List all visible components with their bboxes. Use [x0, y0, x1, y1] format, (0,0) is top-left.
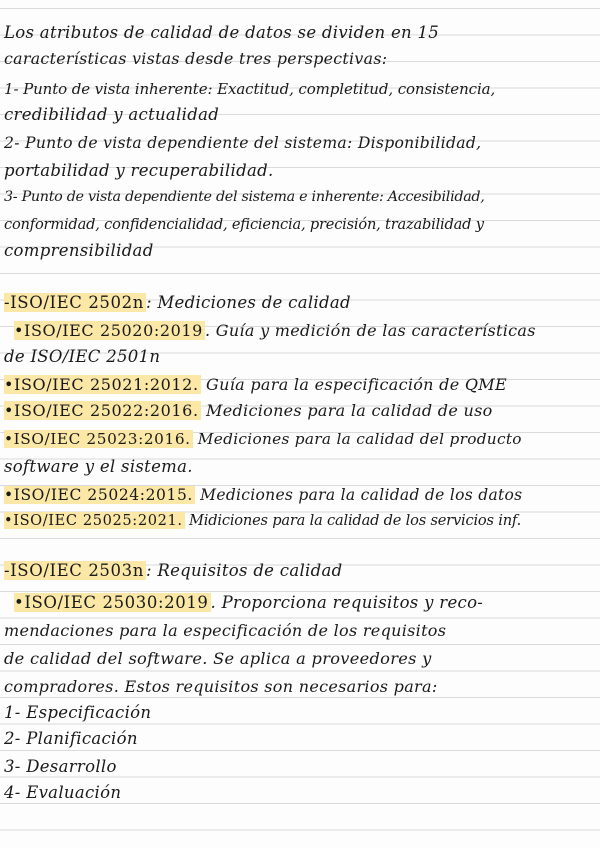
- note-line: [4, 510, 596, 534]
- line-text: Mediciones para la calidad del producto: [192, 430, 522, 448]
- note-line: [4, 22, 596, 46]
- line-text: de ISO/IEC 2501n: [4, 347, 161, 366]
- line-text: 1- Especificación: [4, 703, 152, 722]
- list-item: [4, 702, 596, 726]
- line-text: mendaciones para la especificación de los requisitos: [4, 621, 447, 640]
- note-line: [4, 240, 596, 264]
- line-text: Guía para la especificación de QME: [200, 375, 507, 394]
- note-line: [4, 104, 596, 128]
- highlighted-text: •ISO/IEC 25021:2012.: [4, 375, 199, 394]
- line-text: de calidad del software. Se aplica a proveedores y: [4, 649, 432, 668]
- highlighted-text: •ISO/IEC 25022:2016.: [4, 401, 199, 420]
- line-text: 2- Planificación: [4, 729, 138, 748]
- note-line: [4, 160, 596, 184]
- note-line: [4, 456, 596, 480]
- line-text: : Requisitos de calidad: [145, 561, 343, 580]
- highlighted-text: •ISO/IEC 25020:2019: [14, 321, 203, 340]
- line-text: comprensibilidad: [4, 241, 154, 260]
- line-text: Los atributos de calidad de datos se dividen en 15: [4, 23, 440, 42]
- highlighted-text: •ISO/IEC 25030:2019: [14, 593, 209, 612]
- line-text: software y el sistema.: [4, 457, 193, 476]
- line-text: 3- Punto de vista dependiente del sistema e inherente: Accesibilidad,: [4, 189, 485, 205]
- highlighted-text: •ISO/IEC 25023:2016.: [4, 430, 191, 448]
- list-item: [4, 756, 596, 780]
- note-line: [14, 320, 596, 344]
- line-text: 3- Desarrollo: [4, 757, 117, 776]
- note-line: [4, 648, 596, 672]
- list-item: [4, 782, 596, 806]
- line-text: Mediciones para la calidad de los datos: [194, 486, 523, 504]
- list-item: [4, 728, 596, 752]
- section-heading: [4, 292, 596, 316]
- line-text: portabilidad y recuperabilidad.: [4, 161, 274, 180]
- note-line: [4, 676, 596, 700]
- note-line: [4, 78, 596, 102]
- line-text: Midiciones para la calidad de los servicios inf.: [184, 512, 522, 529]
- note-line: [4, 428, 596, 452]
- note-line: [4, 374, 596, 398]
- line-text: conformidad, confidencialidad, eficiencia, precisión, trazabilidad y: [4, 216, 484, 233]
- section-heading: [4, 560, 596, 584]
- line-text: 1- Punto de vista inherente: Exactitud, completitud, consistencia,: [4, 80, 496, 98]
- line-text: . Guía y medición de las características: [204, 321, 536, 340]
- line-text: : Mediciones de calidad: [145, 293, 351, 312]
- note-line: [4, 484, 596, 508]
- note-line: [4, 620, 596, 644]
- line-text: credibilidad y actualidad: [4, 105, 220, 124]
- highlighted-text: •ISO/IEC 25025:2021.: [4, 512, 183, 529]
- highlighted-text: •ISO/IEC 25024:2015.: [4, 486, 193, 504]
- note-line: [4, 186, 596, 210]
- line-text: 2- Punto de vista dependiente del sistema: Disponibilidad,: [4, 134, 482, 152]
- note-line: [4, 346, 596, 370]
- highlighted-text: -ISO/IEC 2503n: [4, 561, 144, 580]
- note-line: [4, 48, 596, 72]
- line-text: Mediciones para la calidad de uso: [200, 401, 493, 420]
- note-line: [4, 400, 596, 424]
- line-text: características vistas desde tres perspectivas:: [4, 49, 388, 68]
- line-text: 4- Evaluación: [4, 783, 122, 802]
- note-line: [4, 132, 596, 156]
- note-line: [14, 592, 596, 616]
- line-text: compradores. Estos requisitos son necesarios para:: [4, 677, 438, 696]
- highlighted-text: -ISO/IEC 2502n: [4, 293, 144, 312]
- line-text: . Proporciona requisitos y reco-: [210, 593, 484, 612]
- note-line: [4, 214, 596, 238]
